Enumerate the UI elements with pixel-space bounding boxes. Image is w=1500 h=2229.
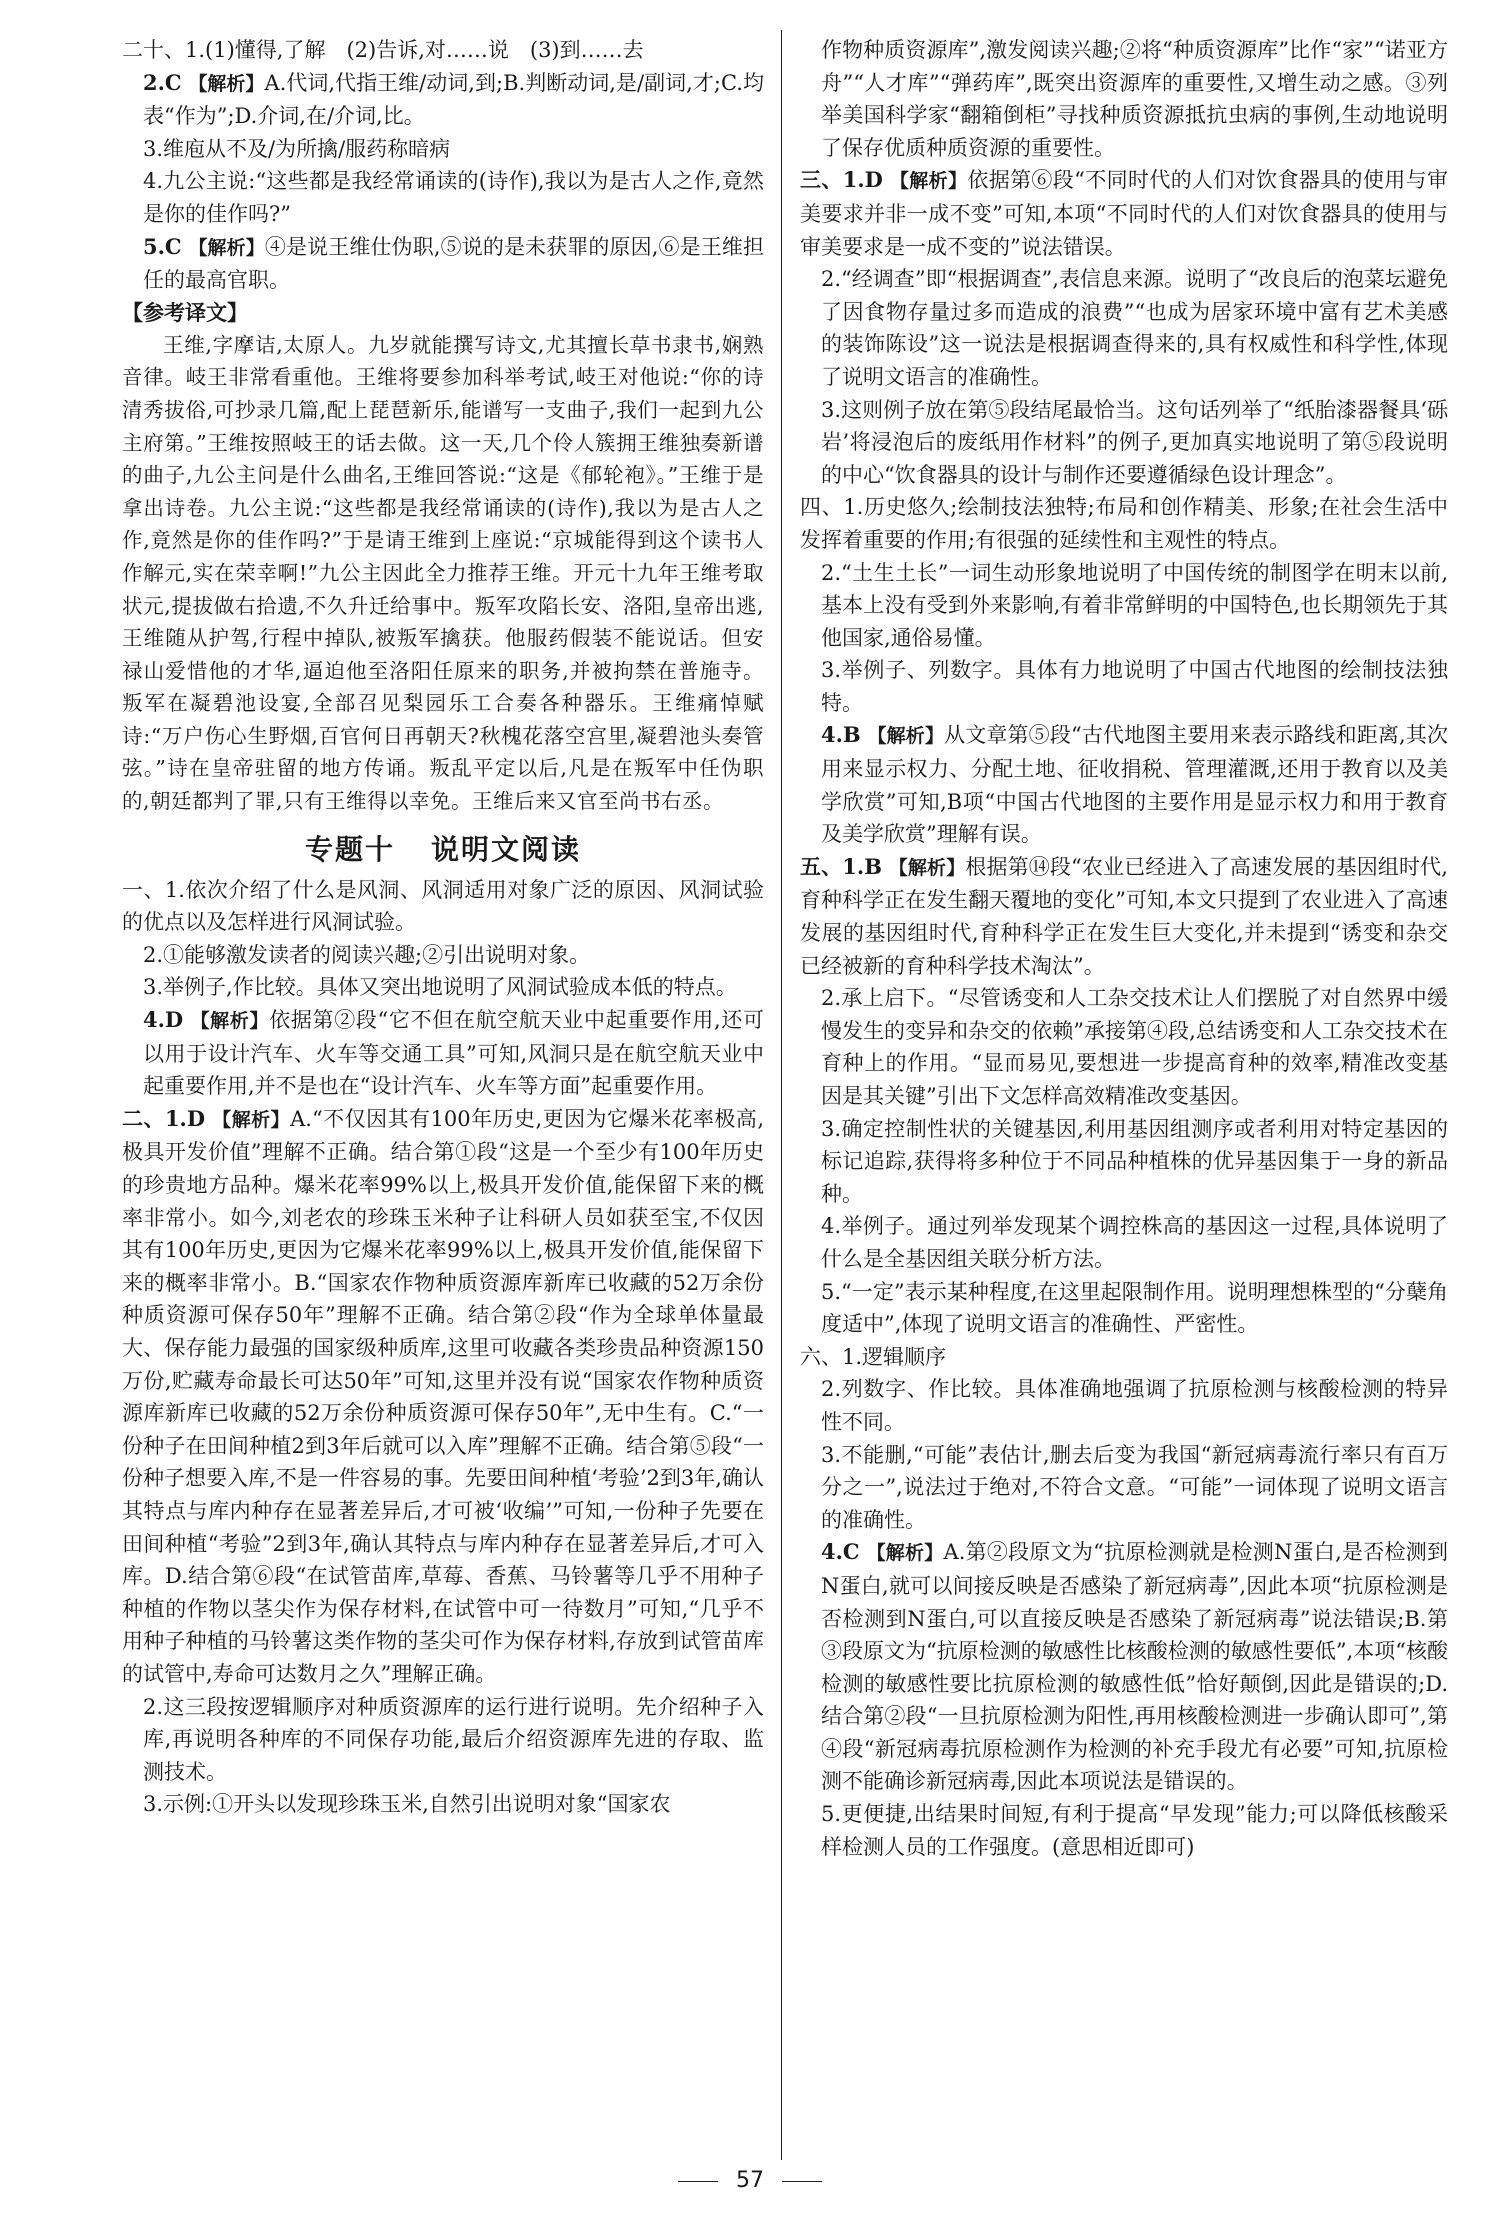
analysis-text: 根据第⑭段“农业已经进入了高速发展的基因组时代,育种科学正在发生翻天覆地的变化”可知,本文只提到了农业进入了高速发展的基因组时代,育种科学正在发生巨大变化,并未提到“诱变和杂交已经被新的育种科学技术淘汰”。: [800, 854, 1448, 978]
analysis-text: A.代词,代指王维/动词,到;B.判断动词,是/副词,才;C.均表“作为”;D.介词,在/介词,比。: [143, 70, 764, 129]
analysis-tag: 【解析】: [188, 72, 265, 95]
analysis-tag: 【解析】: [212, 1108, 291, 1131]
s6-answer-1: 六、1.逻辑顺序: [800, 1344, 947, 1369]
s5-answer-4: 4.举例子。通过列举发现某个调控株高的基因这一过程,具体说明了什么是全基因组关联分析方法。: [821, 1214, 1448, 1271]
s4-answer-2: 2.“土生土长”一词生动形象地说明了中国传统的制图学在明末以前,基本上没有受到外来影响,有着非常鲜明的中国特色,也长期领先于其他国家,通俗易懂。: [821, 560, 1448, 650]
s4-answer-4: [800, 719, 1448, 850]
answer-number: 二、1.D: [122, 1105, 206, 1131]
analysis-tag: 【解析】: [866, 1542, 944, 1565]
answer-number: 2.C: [143, 69, 182, 95]
page-number: 57: [736, 2168, 764, 2193]
s2-answer-3: 3.示例:①开头以发现珍珠玉米,自然引出说明对象“国家农: [143, 1792, 671, 1817]
s1-answer-4: [122, 1004, 764, 1103]
s5-answer-5: 5.“一定”表示某种程度,在这里起限制作用。说明理想株型的“分蘖角度适中”,体现了说明文语言的准确性、严密性。: [821, 1279, 1448, 1337]
answer-number: 4.C: [821, 1539, 860, 1565]
s3-answer-1: [800, 164, 1448, 263]
q20-answer-5: [122, 231, 764, 297]
s5-answer-1: [800, 851, 1448, 982]
analysis-text: A.第②段原文为“抗原检测就是检测N蛋白,是否检测到N蛋白,就可以间接反映是否感染了新冠病毒”,因此本项“抗原检测是否检测到N蛋白,可以直接反映是否感染了新冠病毒”说法错误;B.第③段原文为“抗原检测的敏感性比核酸检测的敏感性要低”,本项“核酸检测的敏感性要比抗原检测的敏感性低”恰好颠倒,因此是错误的;D.结合第②段“一旦抗原检测为阳性,再用核酸检测进一步确认即可”,第④段“新冠病毒抗原检测作为检测的补充手段尤有必要”可知,抗原检测不能确诊新冠病毒,因此本项说法是错误的。: [821, 1540, 1448, 1794]
answer-number: 五、1.B: [800, 853, 882, 879]
s4-answer-1: 四、1.历史悠久;绘制技法独特;布局和创作精美、形象;在社会生活中发挥着重要的作用;有很强的延续性和主观性的特点。: [800, 495, 1448, 552]
column-divider: [781, 30, 782, 2160]
analysis-text: 依据第⑥段“不同时代的人们对饮食器具的使用与审美要求并非一成不变”可知,本项“不同时代的人们对饮食器具的使用与审美要求是一成不变的”说法错误。: [800, 168, 1448, 259]
section-number: 专题十: [304, 832, 395, 866]
s1-answer-1: 一、1.依次介绍了什么是风洞、风洞适用对象广泛的原因、风洞试验的优点以及怎样进行风洞试验。: [122, 877, 764, 935]
answer-number: 三、1.D: [800, 167, 883, 193]
analysis-text: A.“不仅因其有100年历史,更因为它爆米花率极高,极具开发价值”理解不正确。结合第①段“这是一个至少有100年历史的珍贵地方品种。爆米花率99%以上,极具开发价值,能保留下来的概率非常小。如今,刘老农的珍珠玉米种子让科研人员如获至宝,不仅因其有100年历史,更因为它爆米花率99%以上,极具开发价值,能保留下来的概率非常小。B.“国家农作物种质资源库新库已收藏的52万余份种质资源可保存50年”理解不正确。结合第②段“作为全球单体量最大、保存能力最强的国家级种质库,这里可收藏各类珍贵品种资源150万份,贮藏寿命最长可达50年”可知,这里并没有说“国家农作物种质资源库新库已收藏的52万余份种质资源可保存50年”,无中生有。C.“一份种子在田间种植2到3年后就可以入库”理解不正确。结合第⑤段“一份种子想要入库,不是一件容易的事。先要田间种植‘考验’2到3年,确认其特点与库内种存在显著差异后,才可被‘收编’”可知,一份种子先要在田间种植“考验”2到3年,确认其特点与库内种存在显著差异后,才可入库。D.结合第⑥段“在试管苗库,草莓、香蕉、马铃薯等几乎不用种子种植的作物以茎尖作为保存材料,在试管中可一待数月”可知,“几乎不用种子种植的马铃薯这类作物的茎尖可作为保存材料,存放到试管苗库的试管中,寿命可达数月之久”理解正确。: [122, 1106, 764, 1686]
s1-answer-2: 2.①能够激发读者的阅读兴趣;②引出说明对象。: [143, 942, 591, 967]
q20-answer-4: 4.九公主说:“这些都是我经常诵读的(诗作),我以为是古人之作,竟然是你的佳作吗?”: [143, 169, 764, 226]
s2-answer-3-continued: 作物种质资源库”,激发阅读兴趣;②将“种质资源库”比作“家”“诺亚方舟”“人才库”“弹药库”,既突出资源库的重要性,又增生动之感。③列举美国科学家“翻箱倒柜”寻找种质资源抵抗虫病的事例,生动地说明了保存优质种质资源的重要性。: [821, 38, 1448, 160]
q20-answer-3: 3.维庖从不及/为所擒/服药称暗病: [143, 136, 451, 161]
analysis-text: 从文章第⑤段“古代地图主要用来表示路线和距离,其次用来显示权力、分配土地、征收捐税、管理灌溉,还用于教育以及美学欣赏”可知,B项“中国古代地图的主要作用是显示权力和用于教育及美学欣赏”理解有误。: [821, 723, 1448, 847]
page-footer: [0, 2168, 1500, 2193]
s2-answer-1: [122, 1103, 764, 1691]
s5-answer-2: 2.承上启下。“尽管诱变和人工杂交技术让人们摆脱了对自然界中缓慢发生的变异和杂交的依赖”承接第④段,总结诱变和人工杂交技术在育种上的作用。“显而易见,要想进一步提高育种的效率,精准改变基因是其关键”引出下文怎样高效精准改变基因。: [821, 986, 1448, 1108]
analysis-text: ④是说王维仕伪职,⑤说的是未获罪的原因,⑥是王维担任的最高官职。: [143, 234, 764, 293]
footer-dash-right: [782, 2181, 822, 2182]
q20-answer-2: [122, 67, 764, 133]
s6-answer-2: 2.列数字、作比较。具体准确地强调了抗原检测与核酸检测的特异性不同。: [821, 1377, 1448, 1434]
left-column: [122, 34, 764, 1821]
analysis-tag: 【解析】: [867, 725, 945, 748]
answer-number: 4.D: [143, 1007, 184, 1033]
reference-translation-title: 【参考译文】: [122, 300, 248, 325]
s6-answer-3: 3.不能删,“可能”表估计,删去后变为我国“新冠病毒流行率只有百万分之一”,说法过于绝对,不符合文意。“可能”一词体现了说明文语言的准确性。: [821, 1442, 1448, 1532]
answer-number: 5.C: [143, 233, 182, 259]
answer-number: 4.B: [821, 722, 861, 748]
analysis-tag: 【解析】: [889, 170, 968, 193]
footer-dash-left: [678, 2181, 718, 2182]
s4-answer-3: 3.举例子、列数字。具体有力地说明了中国古代地图的绘制技法独特。: [821, 658, 1448, 715]
analysis-tag: 【解析】: [190, 1010, 270, 1033]
analysis-text: 依据第②段“它不但在航空航天业中起重要作用,还可以用于设计汽车、火车等交通工具”可知,风洞只是在航空航天业中起重要作用,并不是也在“设计汽车、火车等方面”起重要作用。: [143, 1008, 764, 1099]
s3-answer-3: 3.这则例子放在第⑤段结尾最恰当。这句话列举了“纸胎漆器餐具‘砾岩’将浸泡后的废纸用作材料”的例子,更加真实地说明了第⑤段说明的中心“饮食器具的设计与制作还要遵循绿色设计理念”。: [821, 397, 1448, 487]
s6-answer-4: [800, 1536, 1448, 1798]
q20-answer-1: 二十、1.(1)懂得,了解 (2)告诉,对……说 (3)到……去: [122, 38, 644, 62]
right-column: [800, 34, 1448, 1863]
analysis-tag: 【解析】: [188, 236, 265, 259]
s2-answer-2: 2.这三段按逻辑顺序对种质资源库的运行进行说明。先介绍种子入库,再说明各种库的不同保存功能,最后介绍资源库先进的存取、监测技术。: [143, 1694, 764, 1784]
section-title: [122, 828, 764, 868]
s5-answer-3: 3.确定控制性状的关键基因,利用基因组测序或者利用对特定基因的标记追踪,获得将多种位于不同品种植株的优异基因集于一身的新品种。: [821, 1116, 1448, 1206]
s6-answer-5: 5.更便捷,出结果时间短,有利于提高“早发现”能力;可以降低核酸采样检测人员的工作强度。(意思相近即可): [821, 1802, 1448, 1859]
reference-translation-text: 王维,字摩诘,太原人。九岁就能撰写诗文,尤其擅长草书隶书,娴熟音律。岐王非常看重他。王维将要参加科举考试,岐王对他说:“你的诗清秀拔俗,可抄录几篇,配上琵琶新乐,能谱写一支曲子,我们一起到九公主府第。”王维按照岐王的话去做。这一天,几个伶人簇拥王维独奏新谱的曲子,九公主问是什么曲名,王维回答说:“这是《郁轮袍》。”王维于是拿出诗卷。九公主说:“这些都是我经常诵读的(诗作),我以为是古人之作,竟然是你的佳作吗?”于是请王维到上座说:“京城能得到这个读书人作解元,实在荣幸啊!”九公主因此全力推荐王维。开元十九年王维考取状元,提拔做右拾遗,不久升迁给事中。叛军攻陷长安、洛阳,皇帝出逃,王维随从护驾,行程中掉队,被叛军擒获。他服药假装不能说话。但安禄山爱惜他的才华,逼迫他至洛阳任原来的职务,并被拘禁在普施寺。叛军在凝碧池设宴,全部召见梨园乐工合奏各种器乐。王维痛悼赋诗:“万户伤心生野烟,百官何日再朝天?秋槐花落空宫里,凝碧池头奏管弦。”诗在皇帝驻留的地方传诵。叛乱平定以后,凡是在叛军中任伪职的,朝廷都判了罪,只有王维得以幸免。王维后来又官至尚书右丞。: [122, 332, 764, 814]
s3-answer-2: 2.“经调查”即“根据调查”,表信息来源。说明了“改良后的泡菜坛避免了因食物存量过多而造成的浪费”“也成为居家环境中富有艺术美感的装饰陈设”这一说法是根据调查得来的,具有权威性和科学性,体现了说明文语言的准确性。: [821, 267, 1448, 389]
s1-answer-3: 3.举例子,作比较。具体又突出地说明了风洞试验成本低的特点。: [143, 975, 737, 1000]
section-name: 说明文阅读: [431, 832, 582, 866]
analysis-tag: 【解析】: [888, 856, 966, 879]
